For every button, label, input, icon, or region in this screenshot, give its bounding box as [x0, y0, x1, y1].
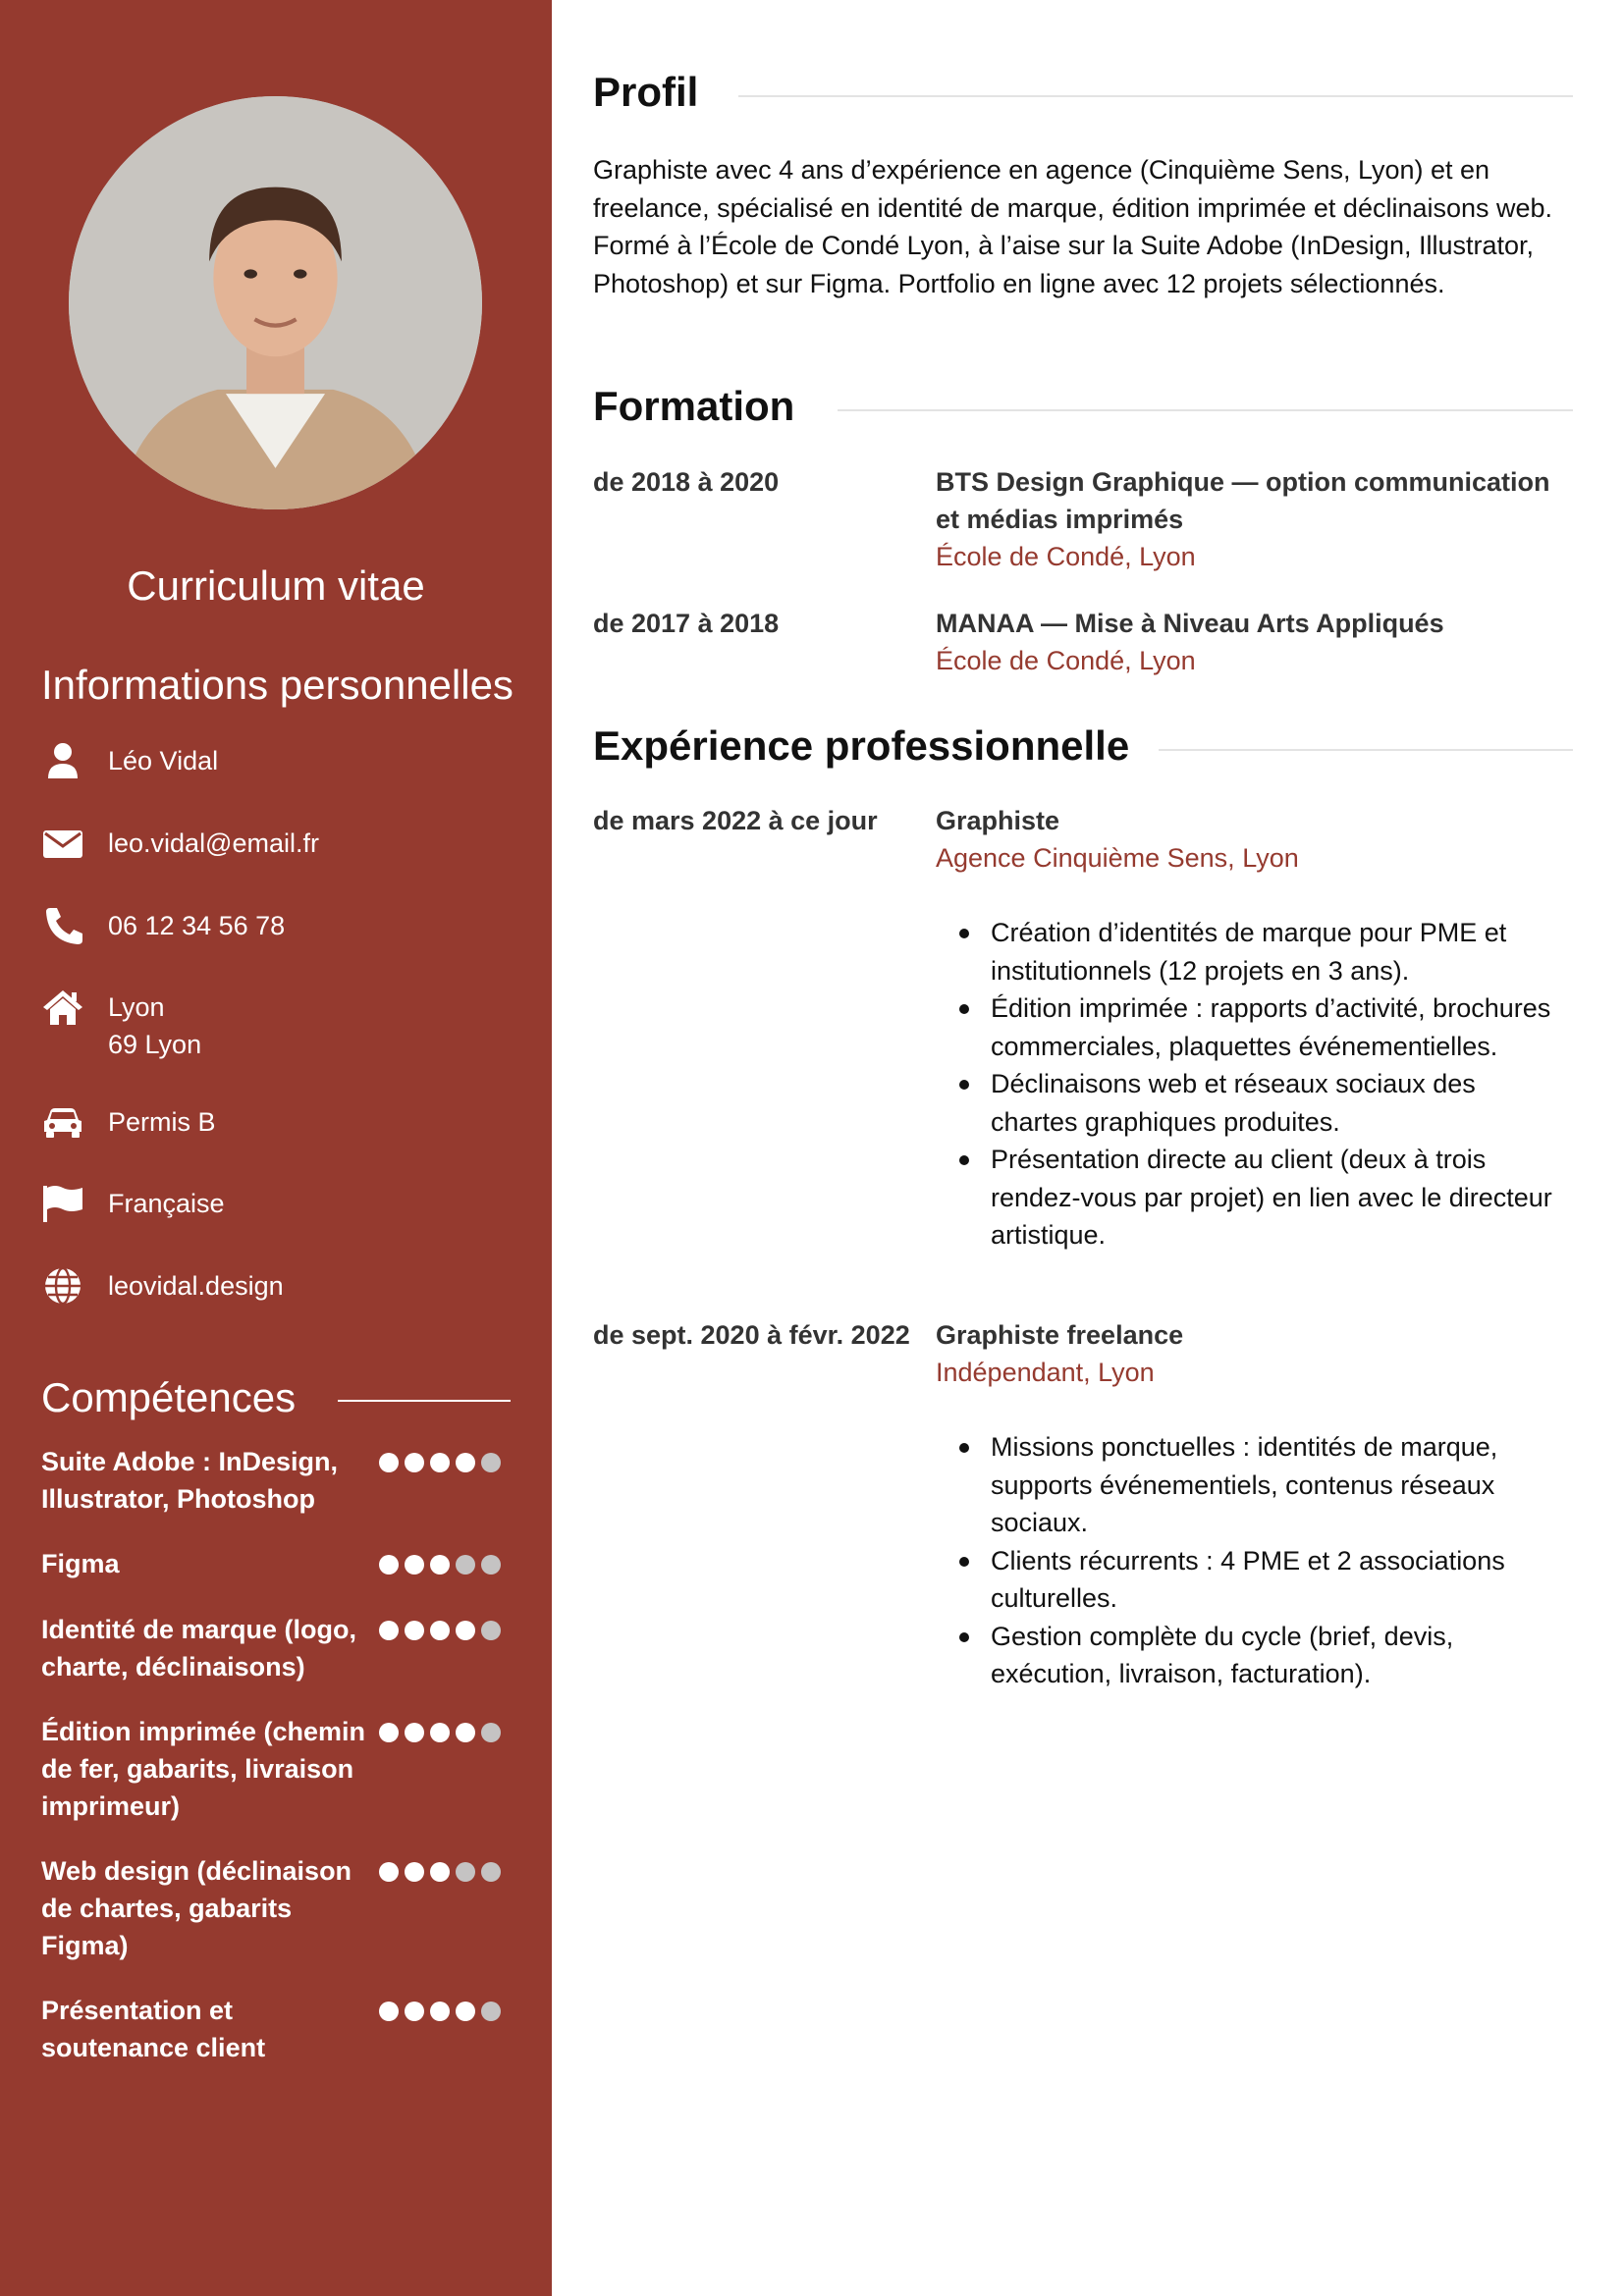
rating-dot-filled	[379, 2002, 399, 2021]
rating-dot-empty	[481, 1453, 501, 1472]
rating-dot-filled	[456, 1453, 475, 1472]
info-license: Permis B	[41, 1102, 216, 1142]
rating-dot-filled	[405, 1453, 424, 1472]
entry-title: MANAA — Mise à Niveau Arts Appliqués	[936, 609, 1444, 638]
profile-heading: Profil	[593, 69, 699, 115]
personal-info-heading: Informations personnelles	[41, 662, 514, 708]
flag-icon	[41, 1184, 84, 1223]
sidebar	[0, 0, 552, 2296]
info-address: Lyon 69 Lyon	[41, 988, 201, 1063]
skill-rating	[379, 1723, 507, 1742]
list-item: Présentation directe au client (deux à trois rendez-vous par projet) en lien avec le directeur artistique.	[991, 1141, 1564, 1255]
entry-date: de sept. 2020 à févr. 2022	[593, 1320, 910, 1350]
skill-name: Suite Adobe : InDesign, Illustrator, Photoshop	[41, 1447, 339, 1514]
skill-rating	[379, 1555, 507, 1575]
globe-icon	[41, 1266, 84, 1306]
entry-organization: École de Condé, Lyon	[936, 542, 1196, 571]
rating-dot-empty	[481, 1621, 501, 1640]
info-website	[41, 1266, 284, 1306]
entry-organization: École de Condé, Lyon	[936, 646, 1196, 675]
profile-heading-rule	[738, 95, 1573, 97]
list-item: Clients récurrents : 4 PME et 2 associations culturelles.	[991, 1542, 1564, 1618]
skill-rating	[379, 1862, 507, 1882]
email-link[interactable]: leo.vidal@email.fr	[108, 828, 319, 858]
rating-dot-filled	[456, 1723, 475, 1742]
info-nationality: Française	[41, 1184, 225, 1223]
home-icon	[41, 988, 84, 1027]
skill-name: Figma	[41, 1549, 120, 1578]
entry-title: Graphiste freelance	[936, 1320, 1184, 1350]
car-icon	[41, 1102, 84, 1142]
rating-dot-empty	[481, 1723, 501, 1742]
rating-dot-filled	[379, 1453, 399, 1472]
skill-rating	[379, 1453, 507, 1472]
skill-name: Identité de marque (logo, charte, déclinaisons)	[41, 1615, 357, 1682]
rating-dot-filled	[430, 1555, 450, 1575]
profile-photo	[69, 96, 482, 509]
entry-date: de 2017 à 2018	[593, 609, 780, 638]
entry-title: Graphiste	[936, 806, 1060, 835]
skill-rating	[379, 2002, 507, 2021]
info-email	[41, 824, 319, 863]
phone-icon	[41, 906, 84, 945]
entry-title: BTS Design Graphique — option communication et médias imprimés	[936, 467, 1550, 534]
rating-dot-filled	[430, 2002, 450, 2021]
skill-name: Présentation et soutenance client	[41, 1996, 266, 2062]
entry-date: de 2018 à 2020	[593, 467, 780, 497]
experience-heading-rule	[1159, 749, 1573, 751]
list-item: Déclinaisons web et réseaux sociaux des chartes graphiques produites.	[991, 1065, 1564, 1141]
rating-dot-filled	[456, 1621, 475, 1640]
rating-dot-filled	[405, 1621, 424, 1640]
skill-name: Édition imprimée (chemin de fer, gabarits, livraison imprimeur)	[41, 1717, 366, 1821]
website-link[interactable]: leovidal.design	[108, 1271, 284, 1301]
list-item: Missions ponctuelles : identités de marque, supports événementiels, contenus réseaux sociaux.	[991, 1428, 1564, 1542]
rating-dot-filled	[456, 2002, 475, 2021]
envelope-icon	[41, 824, 84, 863]
entry-organization: Agence Cinquième Sens, Lyon	[936, 843, 1299, 873]
rating-dot-filled	[430, 1862, 450, 1882]
education-heading: Formation	[593, 383, 795, 429]
rating-dot-filled	[379, 1723, 399, 1742]
skill-name: Web design (déclinaison de chartes, gabarits Figma)	[41, 1856, 352, 1960]
info-phone: 06 12 34 56 78	[41, 906, 285, 945]
rating-dot-filled	[379, 1621, 399, 1640]
rating-dot-empty	[481, 1555, 501, 1575]
rating-dot-filled	[405, 2002, 424, 2021]
list-item: Édition imprimée : rapports d’activité, brochures commerciales, plaquettes événementielles.	[991, 989, 1564, 1065]
rating-dot-empty	[456, 1862, 475, 1882]
rating-dot-empty	[456, 1555, 475, 1575]
rating-dot-filled	[405, 1723, 424, 1742]
rating-dot-filled	[405, 1555, 424, 1575]
portrait-illustration	[69, 96, 482, 509]
rating-dot-empty	[481, 1862, 501, 1882]
list-item: Gestion complète du cycle (brief, devis, exécution, livraison, facturation).	[991, 1618, 1564, 1693]
entry-bullets	[936, 914, 1564, 1255]
entry-organization: Indépendant, Lyon	[936, 1358, 1155, 1387]
rating-dot-filled	[379, 1862, 399, 1882]
cv-title: Curriculum vitae	[127, 562, 425, 609]
info-name: Léo Vidal	[41, 741, 218, 780]
rating-dot-filled	[430, 1621, 450, 1640]
rating-dot-empty	[481, 2002, 501, 2021]
user-icon	[41, 741, 84, 780]
rating-dot-filled	[430, 1723, 450, 1742]
rating-dot-filled	[379, 1555, 399, 1575]
skills-heading-rule	[338, 1400, 511, 1402]
education-heading-rule	[838, 409, 1573, 411]
experience-heading: Expérience professionnelle	[593, 722, 1130, 769]
skills-heading: Compétences	[41, 1374, 297, 1420]
entry-bullets	[936, 1428, 1564, 1693]
profile-summary: Graphiste avec 4 ans d’expérience en agence (Cinquième Sens, Lyon) et en freelance, spécialisé en identité de marque, édition imprimée et déclinaisons web. Formé à l’École de Condé Lyon, à l’aise sur la Suite Adobe (InDesign, Illustrator, Photoshop) et sur Figma. Portfolio en ligne avec 12 projets sélectionnés.	[593, 155, 1553, 298]
skill-rating	[379, 1621, 507, 1640]
entry-date: de mars 2022 à ce jour	[593, 806, 878, 835]
list-item: Création d’identités de marque pour PME et institutionnels (12 projets en 3 ans).	[991, 914, 1564, 989]
rating-dot-filled	[405, 1862, 424, 1882]
rating-dot-filled	[430, 1453, 450, 1472]
